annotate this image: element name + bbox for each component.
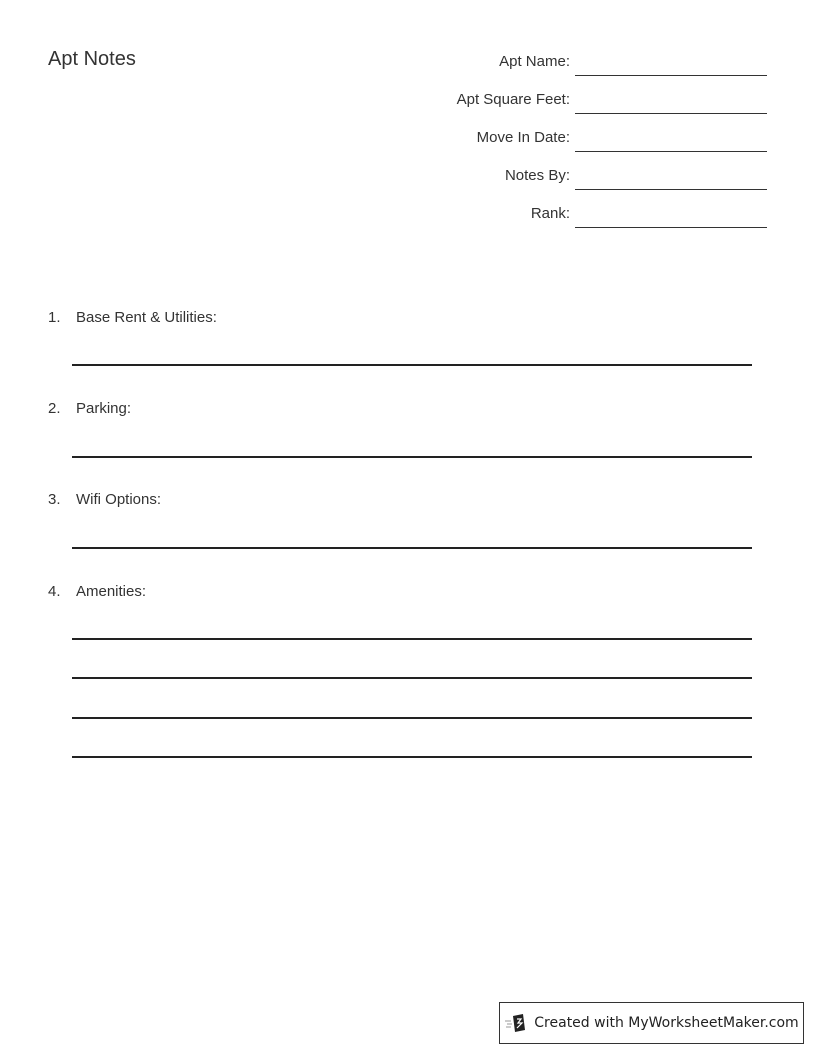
footer-badge[interactable] bbox=[499, 1002, 804, 1044]
rank-input-line[interactable] bbox=[575, 227, 767, 228]
apt-name-input-line[interactable] bbox=[575, 75, 767, 76]
question-number: 3. bbox=[48, 491, 61, 508]
question-number: 1. bbox=[48, 309, 61, 326]
footer-text: Created with MyWorksheetMaker.com bbox=[534, 1015, 799, 1031]
field-label: Notes By: bbox=[504, 167, 570, 184]
question-number: 4. bbox=[48, 583, 61, 600]
field-notes-by bbox=[400, 164, 767, 188]
answer-line[interactable] bbox=[72, 638, 752, 640]
answer-line[interactable] bbox=[72, 456, 752, 458]
answer-line[interactable] bbox=[72, 717, 752, 719]
answer-line[interactable] bbox=[72, 364, 752, 366]
question-text: Wifi Options: bbox=[76, 491, 162, 508]
notes-by-input-line[interactable] bbox=[575, 189, 767, 190]
question-text: Amenities: bbox=[76, 583, 147, 600]
worksheet-maker-logo-icon bbox=[504, 1013, 528, 1033]
move-in-date-input-line[interactable] bbox=[575, 151, 767, 152]
answer-line[interactable] bbox=[72, 547, 752, 549]
field-apt-name bbox=[400, 50, 767, 74]
field-label: Move In Date: bbox=[476, 129, 570, 146]
field-label: Apt Square Feet: bbox=[456, 91, 570, 108]
apt-square-feet-input-line[interactable] bbox=[575, 113, 767, 114]
page-title: Apt Notes bbox=[48, 48, 136, 70]
field-label: Rank: bbox=[530, 205, 570, 222]
field-rank bbox=[400, 202, 767, 226]
field-move-in-date bbox=[400, 126, 767, 150]
field-apt-square-feet bbox=[400, 88, 767, 112]
field-label: Apt Name: bbox=[499, 53, 570, 70]
question-text: Parking: bbox=[76, 400, 132, 417]
question-text: Base Rent & Utilities: bbox=[76, 309, 217, 326]
question-number: 2. bbox=[48, 400, 61, 417]
answer-line[interactable] bbox=[72, 677, 752, 679]
answer-line[interactable] bbox=[72, 756, 752, 758]
